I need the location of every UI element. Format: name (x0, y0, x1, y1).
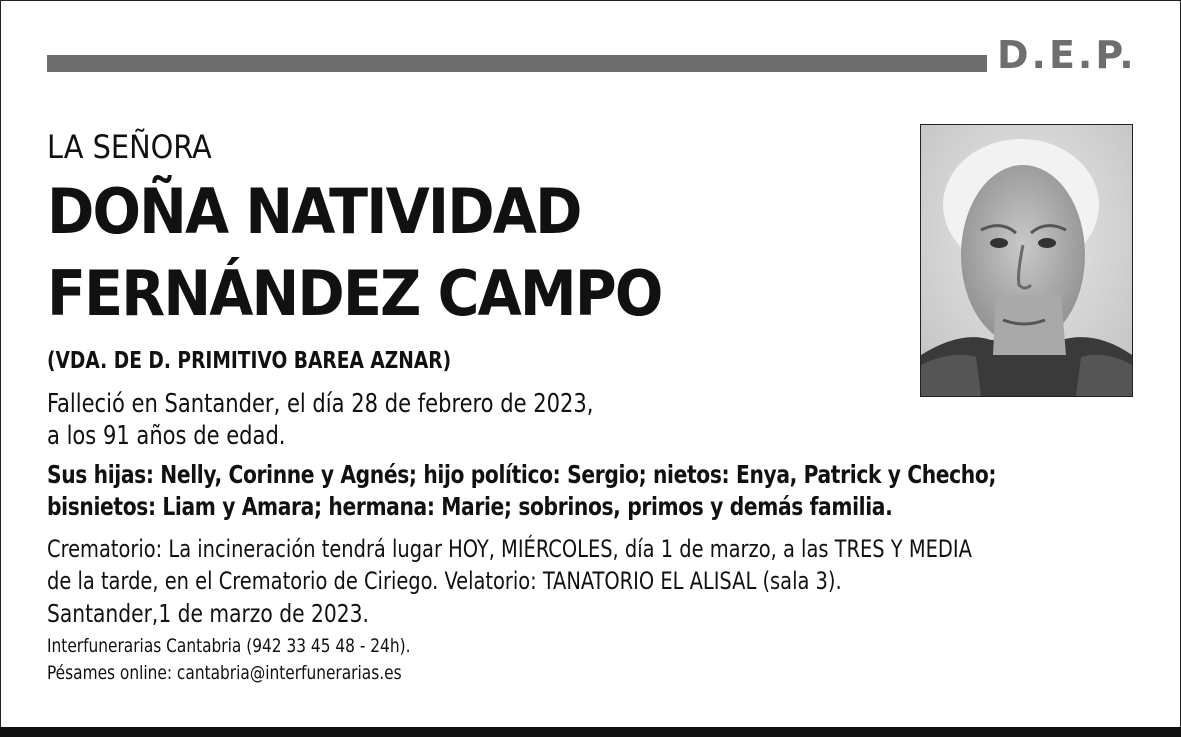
family-line-1: Sus hijas: Nelly, Corinne y Agnés; hijo político: Sergio; nietos: Enya, Patrick y Checho; (47, 460, 997, 489)
widow-of: (VDA. DE D. PRIMITIVO BAREA AZNAR) (47, 348, 452, 374)
condolences-online: Pésames online: cantabria@interfunerarias.es (47, 662, 402, 684)
dep-mark: D.E.P. (997, 33, 1137, 77)
title-prefix: LA SEÑORA (47, 128, 212, 166)
deceased-name-line-2: FERNÁNDEZ CAMPO (47, 257, 662, 330)
portrait-image (921, 125, 1132, 396)
death-details-line-2: a los 91 años de edad. (47, 421, 286, 451)
family-line-2: bisnietos: Liam y Amara; hermana: Marie; sobrinos, primos y demás familia. (47, 492, 893, 521)
death-details-line-1: Falleció en Santander, el día 28 de febrero de 2023, (47, 389, 594, 419)
place-date: Santander,1 de marzo de 2023. (47, 599, 369, 628)
bottom-rule (0, 727, 1181, 737)
cremation-line-1: Crematorio: La incineración tendrá lugar HOY, MIÉRCOLES, día 1 de marzo, a las TRES Y MEDIA (47, 535, 972, 563)
header-bar (47, 55, 987, 72)
deceased-name-line-1: DOÑA NATIVIDAD (47, 175, 581, 248)
funeral-home: Interfunerarias Cantabria (942 33 45 48 - 24h). (47, 635, 411, 657)
cremation-line-2: de la tarde, en el Crematorio de Ciriego. Velatorio: TANATORIO EL ALISAL (sala 3). (47, 567, 842, 595)
portrait-photo (920, 124, 1133, 397)
